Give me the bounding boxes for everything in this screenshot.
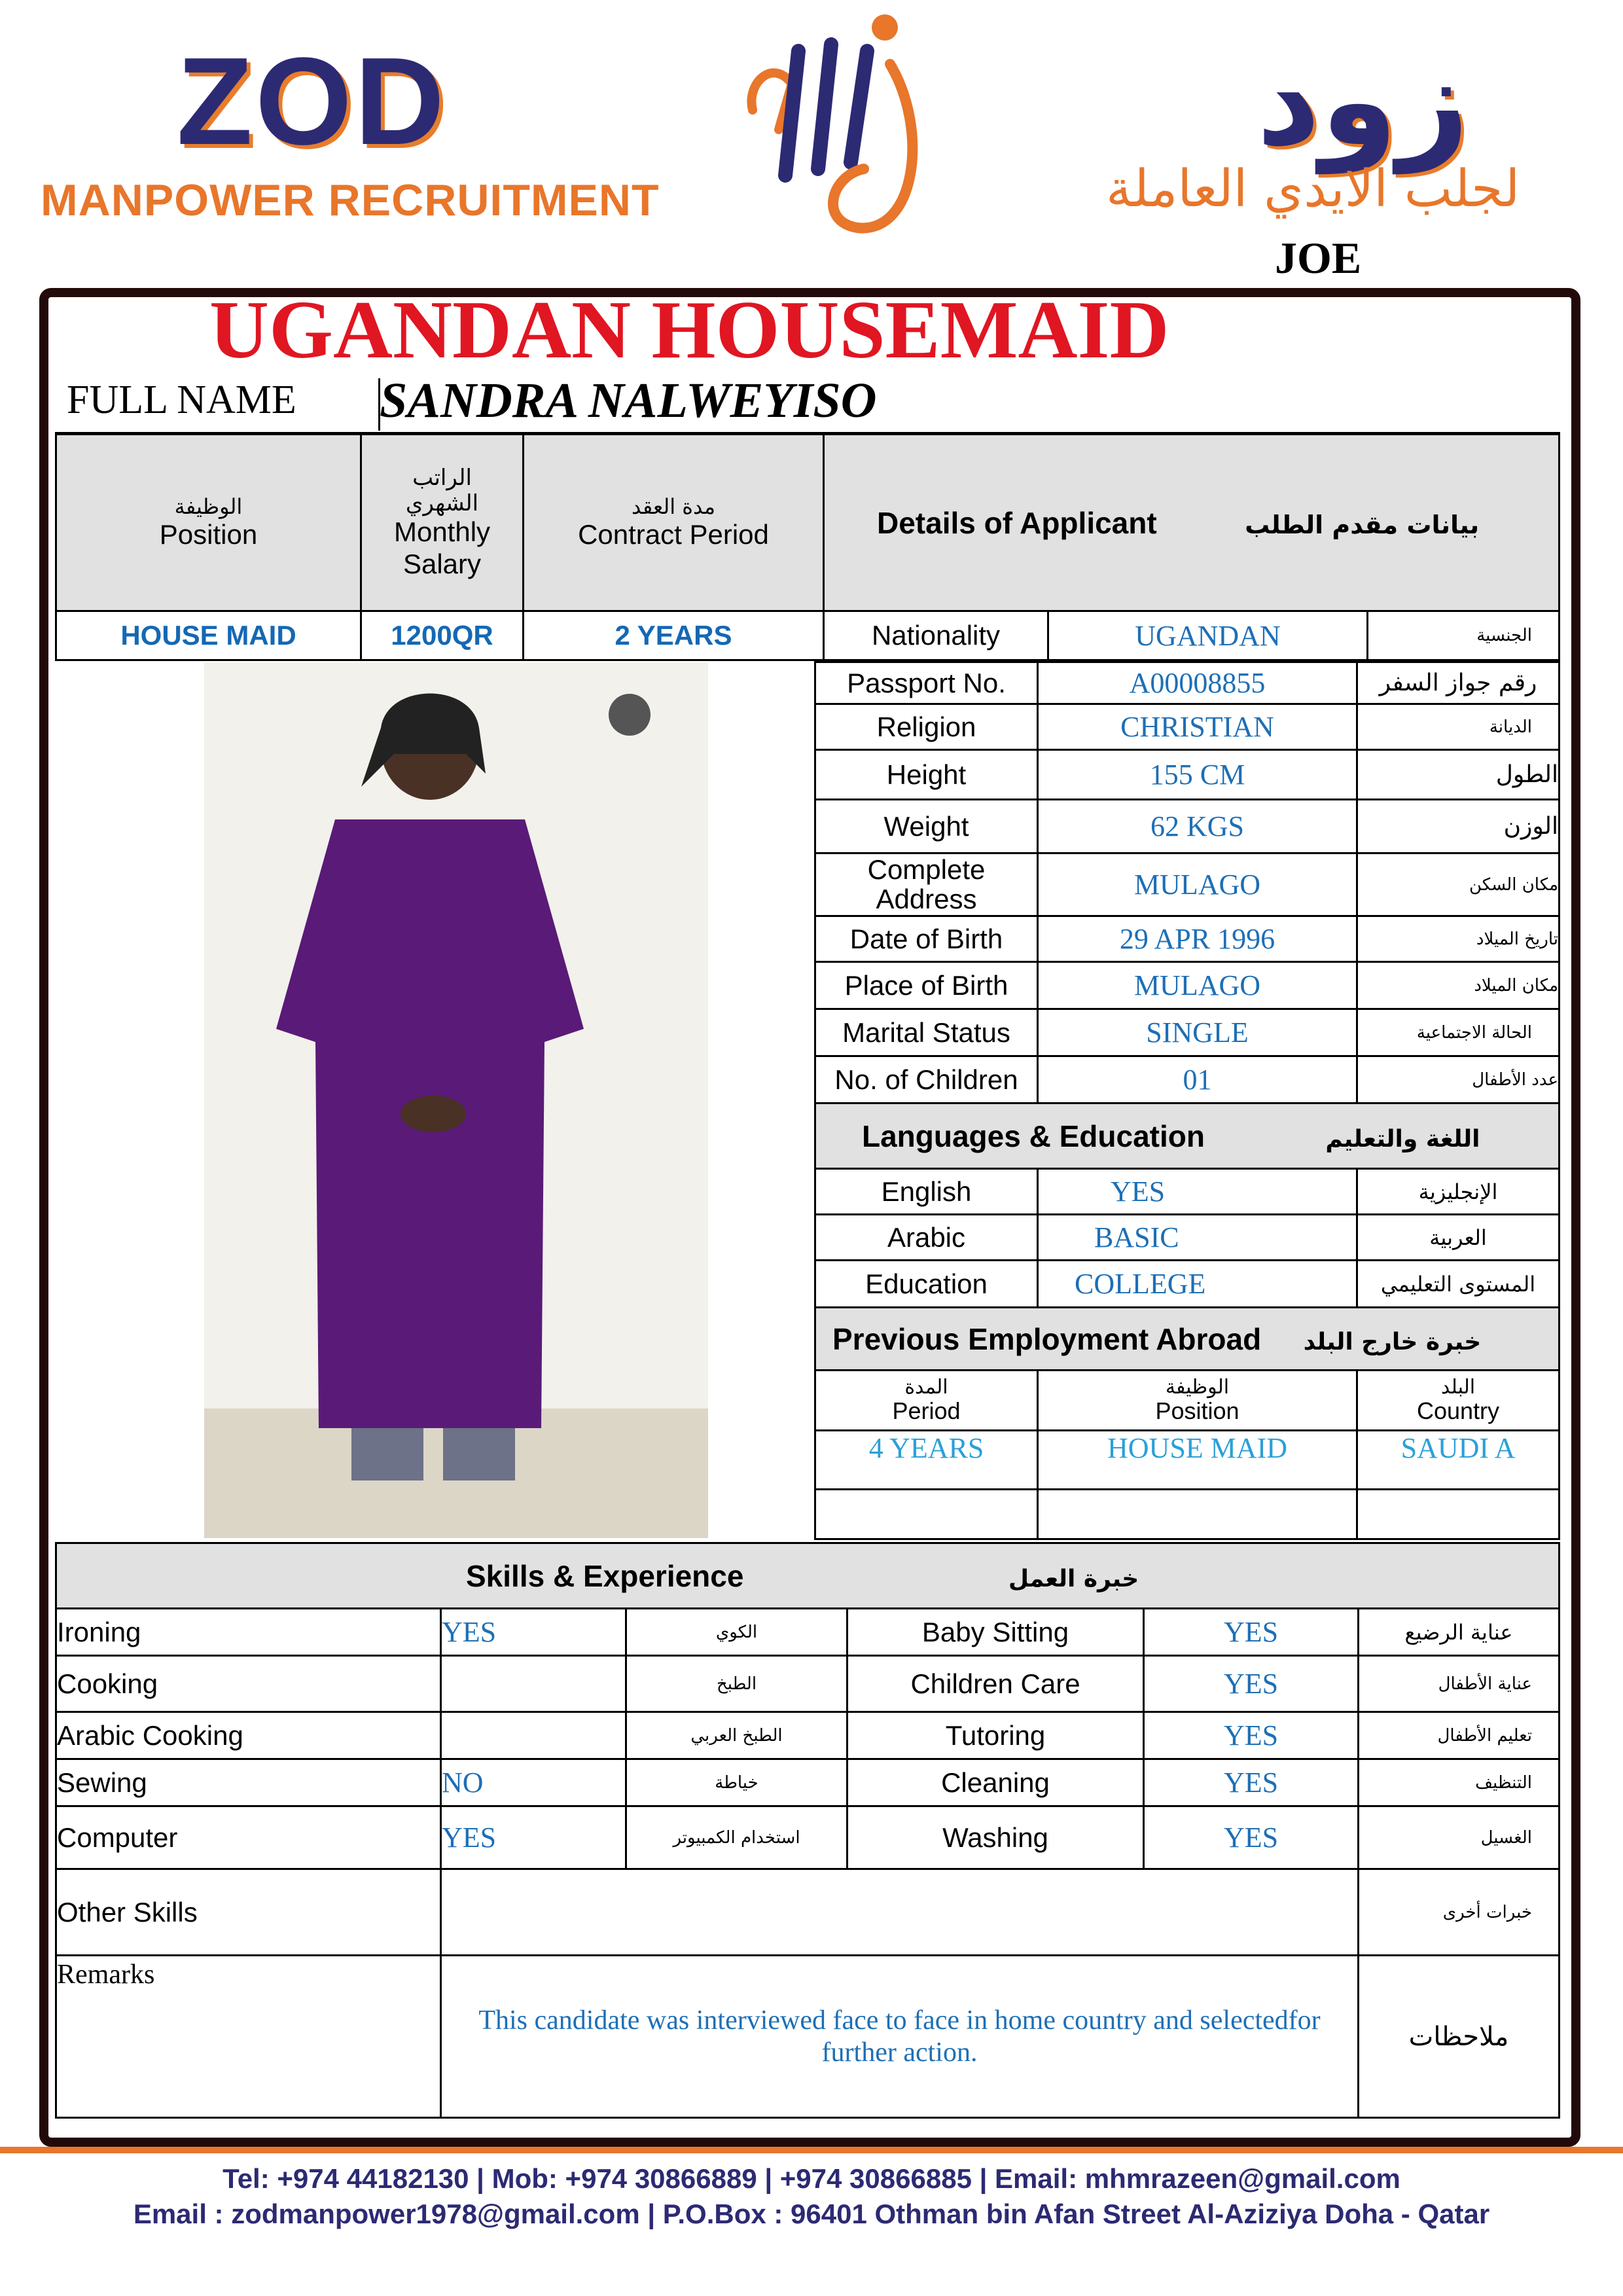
logo-stroke-5 — [833, 64, 912, 228]
logo-stroke-2 — [785, 51, 798, 175]
skill-ironing-value: YES — [441, 1609, 626, 1656]
employment-empty-cell — [815, 1490, 1038, 1539]
weight-label-ar: الوزن — [1357, 800, 1560, 853]
skill-arabic-cooking-ar: الطبخ العربي — [626, 1712, 847, 1759]
zod-figure-logo-icon — [733, 12, 929, 254]
children-value: 01 — [1038, 1056, 1357, 1103]
skill-cooking-value — [441, 1656, 626, 1712]
skill-washing-value: YES — [1144, 1806, 1359, 1869]
applicant-photo — [204, 662, 708, 1538]
religion-value: CHRISTIAN — [1038, 704, 1357, 750]
skill-babysitting-label: Baby Sitting — [847, 1609, 1144, 1656]
passport-value: A00008855 — [1038, 662, 1357, 704]
pob-label-ar: مكان الميلاد — [1357, 962, 1560, 1009]
skill-cooking-label: Cooking — [56, 1656, 441, 1712]
applicant-details-table — [814, 661, 1560, 1540]
employment-period-value: 4 YEARS — [815, 1431, 1038, 1490]
other-skills-label: Other Skills — [56, 1869, 441, 1956]
skill-cleaning-ar: التنظيف — [1359, 1759, 1560, 1806]
weight-value: 62 KGS — [1038, 800, 1357, 853]
contract-value: 2 YEARS — [524, 611, 824, 660]
skill-tutoring-label: Tutoring — [847, 1712, 1144, 1759]
arabic-label-ar: العربية — [1357, 1215, 1560, 1261]
skill-arabic-cooking-value — [441, 1712, 626, 1759]
full-name-value: SANDRA NALWEYISO — [380, 373, 877, 428]
remarks-cell — [441, 1956, 1359, 2118]
employment-position-header: الوظيفة Position — [1038, 1371, 1357, 1431]
height-label-ar: الطول — [1357, 750, 1560, 800]
skill-sewing-value: NO — [441, 1759, 626, 1806]
skill-arabic-cooking-label: Arabic Cooking — [56, 1712, 441, 1759]
education-label: Education — [815, 1261, 1038, 1308]
height-value: 155 CM — [1038, 750, 1357, 800]
employment-empty-cell — [1038, 1490, 1357, 1539]
skill-ironing-label: Ironing — [56, 1609, 441, 1656]
contract-header: مدة العقد Contract Period — [524, 435, 824, 611]
skill-cooking-ar: الطبخ — [626, 1656, 847, 1712]
skill-washing-label: Washing — [847, 1806, 1144, 1869]
skill-tutoring-ar: تعليم الأطفال — [1359, 1712, 1560, 1759]
remarks-ar: ملاحظات — [1359, 1956, 1560, 2118]
skill-babysitting-ar: عناية الرضيع — [1359, 1609, 1560, 1656]
skill-cleaning-value: YES — [1144, 1759, 1359, 1806]
skill-tutoring-value: YES — [1144, 1712, 1359, 1759]
employment-empty-cell — [1357, 1490, 1560, 1539]
skill-babysitting-value: YES — [1144, 1609, 1359, 1656]
skill-childcare-label: Children Care — [847, 1656, 1144, 1712]
skill-cleaning-label: Cleaning — [847, 1759, 1144, 1806]
position-value: HOUSE MAID — [56, 611, 361, 660]
brand-logo-arabic: زود — [1257, 32, 1469, 171]
address-label-ar: مكان السكن — [1357, 853, 1560, 916]
dob-label: Date of Birth — [815, 916, 1038, 962]
skill-childcare-ar: عناية الأطفال — [1359, 1656, 1560, 1712]
dob-value: 29 APR 1996 — [1038, 916, 1357, 962]
religion-label-ar: الديانة — [1357, 704, 1560, 750]
height-label: Height — [815, 750, 1038, 800]
languages-heading: Languages & Education اللغة والتعليم — [815, 1103, 1560, 1169]
salary-header: الراتب الشهري Monthly Salary — [361, 435, 524, 611]
skill-childcare-value: YES — [1144, 1656, 1359, 1712]
employment-country-value: SAUDI A — [1357, 1431, 1560, 1490]
employment-period-header: المدة Period — [815, 1371, 1038, 1431]
weight-label: Weight — [815, 800, 1038, 853]
employment-position-value: HOUSE MAID — [1038, 1431, 1357, 1490]
employment-country-header: البلد Country — [1357, 1371, 1560, 1431]
logo-stroke-3 — [818, 45, 831, 169]
other-skills-value — [441, 1869, 1359, 1956]
brand-subtitle-arabic: لجلب الايدي العاملة — [1106, 160, 1520, 219]
footer-contact-line-2: Email : zodmanpower1978@gmail.com | P.O.Box : 96401 Othman bin Afan Street Al-Aziziya Doha - Qatar — [133, 2198, 1490, 2229]
footer-divider — [0, 2147, 1623, 2153]
marital-label-ar: الحالة الاجتماعية — [1357, 1009, 1560, 1056]
children-label: No. of Children — [815, 1056, 1038, 1103]
children-label-ar: عدد الأطفال — [1357, 1056, 1560, 1103]
joe-label: JOE — [1275, 233, 1362, 283]
dob-label-ar: تاريخ الميلاد — [1357, 916, 1560, 962]
salary-value: 1200QR — [361, 611, 524, 660]
english-label-ar: الإنجليزية — [1357, 1169, 1560, 1215]
education-label-ar: المستوى التعليمي — [1357, 1261, 1560, 1308]
marital-label: Marital Status — [815, 1009, 1038, 1056]
applicant-heading: Details of Applicant بيانات مقدم الطلب — [824, 435, 1560, 611]
skill-sewing-label: Sewing — [56, 1759, 441, 1806]
arabic-value: BASIC — [1038, 1215, 1357, 1261]
nationality-row: Nationality UGANDAN الجنسية — [824, 611, 1560, 660]
skills-table — [55, 1542, 1560, 2119]
religion-label: Religion — [815, 704, 1038, 750]
education-value: COLLEGE — [1038, 1261, 1357, 1308]
english-label: English — [815, 1169, 1038, 1215]
camera-icon — [609, 694, 651, 736]
job-header-table — [55, 433, 1560, 661]
remarks-text: This candidate was interviewed face to face in home country and selectedfor further action. — [478, 2005, 1321, 2068]
pob-value: MULAGO — [1038, 962, 1357, 1009]
passport-label-ar: رقم جواز السفر — [1357, 662, 1560, 704]
skill-computer-ar: استخدام الكمبيوتر — [626, 1806, 847, 1869]
applicant-photo-illustration — [204, 662, 708, 1538]
english-value: YES — [1038, 1169, 1357, 1215]
skill-sewing-ar: خياطة — [626, 1759, 847, 1806]
page-title: UGANDAN HOUSEMAID — [209, 285, 1169, 376]
logo-stroke-4 — [851, 51, 867, 162]
skill-computer-value: YES — [441, 1806, 626, 1869]
logo-head — [872, 14, 898, 41]
address-label: Complete Address — [815, 853, 1038, 916]
skill-washing-ar: الغسيل — [1359, 1806, 1560, 1869]
marital-value: SINGLE — [1038, 1009, 1357, 1056]
brand-logo-text: ZOD — [177, 32, 448, 171]
full-name-label: FULL NAME — [67, 378, 296, 422]
address-value: MULAGO — [1038, 853, 1357, 916]
remarks-label: Remarks — [56, 1956, 441, 2118]
position-header: الوظيفة Position — [56, 435, 361, 611]
pob-label: Place of Birth — [815, 962, 1038, 1009]
skill-ironing-ar: الكوي — [626, 1609, 847, 1656]
passport-label: Passport No. — [815, 662, 1038, 704]
skill-computer-label: Computer — [56, 1806, 441, 1869]
arabic-label: Arabic — [815, 1215, 1038, 1261]
skills-heading: Skills & Experience خبرة العمل — [56, 1543, 1560, 1609]
employment-heading: Previous Employment Abroad خبرة خارج البلد — [815, 1308, 1560, 1371]
brand-subtitle: MANPOWER RECRUITMENT — [41, 175, 660, 225]
other-skills-ar: خبرات أخرى — [1359, 1869, 1560, 1956]
footer-contact-line-1: Tel: +974 44182130 | Mob: +974 30866889 | +974 30866885 | Email: mhmrazeen@gmail.com — [223, 2163, 1400, 2194]
